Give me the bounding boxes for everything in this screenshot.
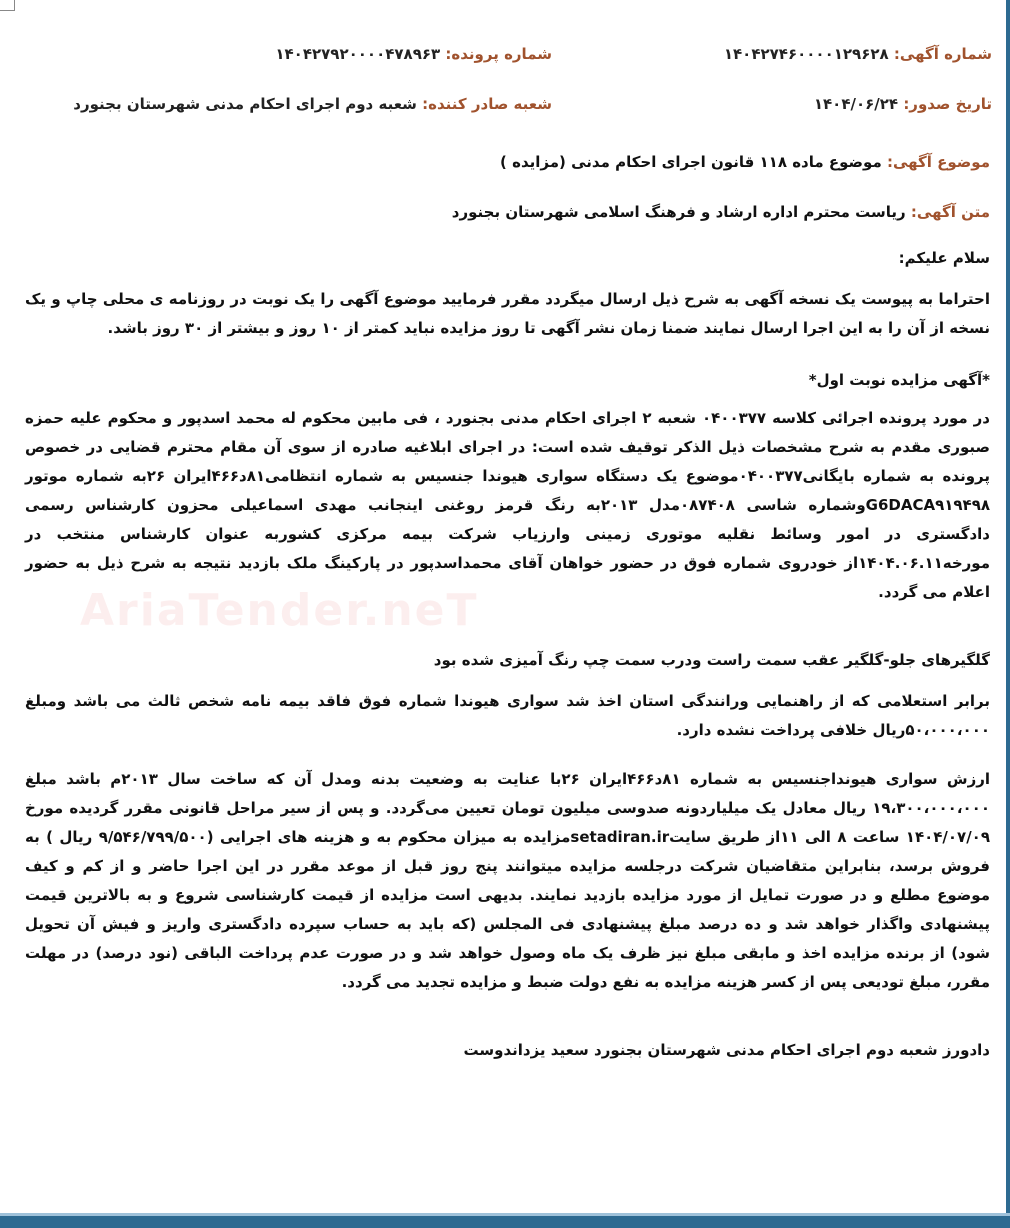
ad-number-value: ۱۴۰۴۲۷۴۶۰۰۰۰۱۲۹۶۲۸ [723,45,889,63]
window-frame-bottom [0,1216,1010,1228]
issue-date-row [814,95,992,113]
ad-number-label: شماره آگهی: [893,45,992,63]
subject-value: موضوع ماده ۱۱۸ قانون اجرای احکام مدنی (مزایده ) [500,153,882,171]
case-number-label: شماره پرونده: [445,45,552,63]
case-number-value: ۱۴۰۴۲۷۹۲۰۰۰۰۴۷۸۹۶۳ [275,45,441,63]
issuing-branch-label: شعبه صادر کننده: [422,95,552,113]
window-frame-right [1006,0,1010,1228]
body-paragraph-1: در مورد پرونده اجرائی کلاسه ۰۴۰۰۳۷۷ شعبه ۲ اجرای احکام مدنی بجنورد ، فی مابین محکوم له محمد اسدپور و محکوم علیه حمزه صبوری مقدم به شرح مشخصات ذیل الذکر توقیف شده است: در اجرای ابلاغیه صادره از سوی آن مقام محترم قضایی در خصوص پرونده به شماره بایگانی۰۴۰۰۳۷۷موضوع یک دستگاه سواری هیوندا جنسیس به شماره انتظامی۸۱د۴۶۶ایران ۲۶به شماره موتور G6DACA۹۱۹۴۹۸وشماره شاسی ۰۸۷۴۰۸مدل ۲۰۱۳به رنگ قرمز روغنی اینجانب مهدی اسماعیلی محزون کارشناس رسمی دادگستری در امور وسائط نقلیه موتوری زمینی وارزیاب شرکت بیمه مرکزی کشوربه عنوان کارشناس منتخب در مورخه۱۴۰۴.۰۶.۱۱از خودروی شماره فوق در حضور خواهان آقای محمداسدپور در پارکینگ ملک بازدید نتیجه به شرح ذیل به حضور اعلام می گردد. [25,409,991,601]
issuing-branch-value: شعبه دوم اجرای احکام مدنی شهرستان بجنورد [73,95,417,113]
issuing-branch-row [73,95,552,113]
notice-title: *آگهی مزایده نوبت اول* [808,371,990,389]
signature: دادورز شعبه دوم اجرای احکام مدنی شهرستان بجنورد سعید یزداندوست [463,1041,990,1059]
body-paragraph-3: برابر استعلامی که از راهنمایی ورانندگی استان اخذ شد سواری هیوندا شماره فوق فاقد بیمه نامه شخص ثالث می باشد ومبلغ ۵۰،۰۰۰،۰۰۰ریال خلافی پرداخت نشده دارد. [25,692,990,739]
ad-number-row [724,45,992,63]
greeting: سلام علیکم: [898,249,990,267]
ad-text-recipient: ریاست محترم اداره ارشاد و فرهنگ اسلامی شهرستان بجنورد [451,203,906,221]
corner-box [0,0,15,11]
issue-date-value: ۱۴۰۴/۰۶/۲۴ [813,95,899,113]
ad-text-row [452,203,990,221]
ad-text-label: متن آگهی: [910,203,990,221]
intro-paragraph: احتراما به پیوست یک نسخه آگهی به شرح ذیل ارسال میگردد مقرر فرمایید موضوع آگهی را یک نوبت در روزنامه ی محلی چاپ و یک نسخه از آن را به این اجرا ارسال نمایند ضمنا زمان نشر آگهی تا روز مزایده نباید کمتر از ۱۰ روز و بیشتر از ۳۰ روز باشد. [25,290,990,337]
issue-date-label: تاریخ صدور: [903,95,992,113]
subject-label: موضوع آگهی: [886,153,990,171]
case-number-row [275,45,552,63]
watermark: AriaTender.neT [80,585,479,636]
subject-row [500,153,990,171]
body-paragraph-2: گلگیرهای جلو-گلگیر عقب سمت راست ودرب سمت چپ رنگ آمیزی شده بود [433,651,990,669]
body-paragraph-4: ارزش سواری هیونداجنسیس به شماره ۸۱د۴۶۶ایران ۲۶با عنایت به وضعیت بدنه ومدل آن که ساخت سال ۲۰۱۳م باشد مبلغ ۱۹،۳۰۰،۰۰۰،۰۰۰ ریال معادل یک میلیاردونه صدوسی میلیون تومان تعیین می‌گردد. و پس از سیر مراحل قانونی مقرر گردیده مورخ ۱۴۰۴/۰۷/۰۹ ساعت ۸ الی ۱۱از طریق سایتsetadiran.irمزایده به میزان محکوم به و هزینه های اجرایی (۹/۵۴۶/۷۹۹/۵۰۰ ریال ) به فروش برسد، بنابراین متقاضیان شرکت درجلسه مزایده میتوانند پنج روز قبل از موعد مقرر در این اجرا حاضر و از کم و کیف موضوع مطلع و در صورت تمایل از مورد مزایده بازدید نمایند. بدیهی است مزایده از قیمت کارشناسی شروع و به بالاترین قیمت پیشنهادی واگذار خواهد شد و ده درصد مبلغ پیشنهادی فی المجلس (که باید به حساب سپرده دادگستری واریز و فیش آن تحویل شود) از برنده مزایده اخذ و مابقی مبلغ نیز ظرف یک ماه وصول خواهد شد و در صورت عدم پرداخت الباقی (نود درصد) در مهلت مقرر، مبلغ تودیعی پس از کسر هزینه مزایده به نفع دولت ضبط و مزایده تجدید می گردد. [25,770,990,991]
